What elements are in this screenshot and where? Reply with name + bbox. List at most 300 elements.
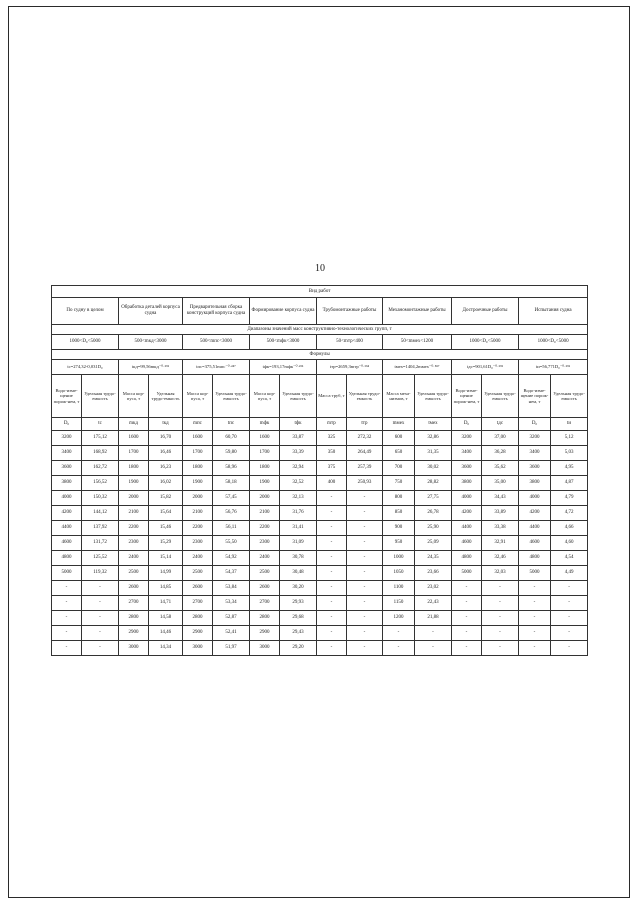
formula-cell: tдс=901,61D₀⁻⁰·³⁹³: [452, 360, 519, 375]
table-cell: -: [52, 641, 82, 656]
table-cell: 4800: [519, 551, 551, 566]
table-cell: 950: [383, 536, 415, 551]
table-cell: 272,32: [347, 431, 383, 446]
table-cell: 2000: [183, 491, 213, 506]
table-cell: -: [52, 626, 82, 641]
column-symbol: mкд: [119, 418, 149, 431]
column-title: Масса кор-пуса, т: [119, 375, 149, 418]
column-symbol: tи: [551, 418, 588, 431]
table-cell: 4,95: [551, 461, 588, 476]
table-cell: -: [82, 611, 119, 626]
table-cell: 1700: [183, 446, 213, 461]
category-header: Испытания судна: [519, 298, 588, 325]
table-cell: 30,02: [415, 461, 452, 476]
table-cell: 162,72: [82, 461, 119, 476]
table-cell: -: [551, 596, 588, 611]
range-cell: 500<mфк<3000: [250, 335, 317, 350]
table-cell: 2700: [183, 596, 213, 611]
table-cell: 56,11: [213, 521, 250, 536]
column-symbol: tтр: [347, 418, 383, 431]
table-cell: 30,20: [280, 581, 317, 596]
table-cell: 3000: [119, 641, 149, 656]
table-cell: 36,28: [482, 446, 519, 461]
table-row: [52, 551, 588, 566]
table-row: [52, 536, 588, 551]
table-cell: 375: [317, 461, 347, 476]
header-row-band-ranges: [52, 325, 588, 335]
column-symbol: mмех: [383, 418, 415, 431]
table-cell: 3800: [452, 476, 482, 491]
column-symbol: tдс: [482, 418, 519, 431]
table-cell: -: [452, 626, 482, 641]
table-cell: 58,18: [213, 476, 250, 491]
table-cell: 2500: [119, 566, 149, 581]
table-cell: -: [317, 626, 347, 641]
table-cell: 4,72: [551, 506, 588, 521]
table-cell: -: [551, 611, 588, 626]
table-cell: 14,34: [149, 641, 183, 656]
table-cell: 125,52: [82, 551, 119, 566]
table-cell: 58,96: [213, 461, 250, 476]
table-cell: 16,23: [149, 461, 183, 476]
table-cell: 1800: [250, 461, 280, 476]
table-cell: 2200: [119, 521, 149, 536]
table-cell: 1600: [183, 431, 213, 446]
table-cell: 3800: [519, 476, 551, 491]
table-cell: 144,12: [82, 506, 119, 521]
table-row: [52, 581, 588, 596]
table-row: [52, 491, 588, 506]
table-cell: 53,84: [213, 581, 250, 596]
table-cell: 1200: [383, 611, 415, 626]
table-cell: 31,41: [280, 521, 317, 536]
table-cell: 600: [383, 431, 415, 446]
table-cell: 1100: [383, 581, 415, 596]
column-title: Удельная трудо-емкость: [213, 375, 250, 418]
table-cell: 26,78: [415, 506, 452, 521]
range-cell: 500<mкд<3000: [119, 335, 183, 350]
band-formulas-label: Формулы: [52, 350, 588, 360]
table-cell: 2800: [250, 611, 280, 626]
table-cell: -: [551, 626, 588, 641]
table-cell: 257,39: [347, 461, 383, 476]
table-cell: 350: [317, 446, 347, 461]
header-row-band-formulas: [52, 350, 588, 360]
range-cell: 1000<D₀<5000: [519, 335, 588, 350]
table-cell: -: [415, 641, 452, 656]
table-cell: 35,00: [482, 476, 519, 491]
table-cell: 25,90: [415, 521, 452, 536]
table-cell: 4200: [52, 506, 82, 521]
table-cell: 1600: [119, 431, 149, 446]
table-cell: 31,76: [280, 506, 317, 521]
table-cell: 57,45: [213, 491, 250, 506]
column-symbol: tмех: [415, 418, 452, 431]
table-cell: -: [347, 566, 383, 581]
table-cell: 5000: [519, 566, 551, 581]
column-title: Масса кор-пуса, т: [183, 375, 213, 418]
column-symbol: D₀: [52, 418, 82, 431]
table-cell: -: [551, 641, 588, 656]
table-cell: 32,03: [482, 566, 519, 581]
table-cell: -: [317, 566, 347, 581]
table-row: [52, 521, 588, 536]
table-cell: 2900: [250, 626, 280, 641]
table-cell: 4,60: [551, 536, 588, 551]
table-cell: 15,64: [149, 506, 183, 521]
category-header: Предварительная сборка конструкций корпуса судна: [183, 298, 250, 325]
column-title: Удельная трудо-емкость: [482, 375, 519, 418]
table-cell: 2400: [119, 551, 149, 566]
table-row: [52, 611, 588, 626]
table-cell: -: [519, 596, 551, 611]
table-cell: -: [347, 506, 383, 521]
table-cell: 3200: [452, 431, 482, 446]
category-header: Достроечные работы: [452, 298, 519, 325]
table-cell: 32,94: [280, 461, 317, 476]
header-row-symbols: [52, 418, 588, 431]
table-cell: 4800: [52, 551, 82, 566]
range-cell: 1000<D₀<5000: [452, 335, 519, 350]
header-row-column-titles: [52, 375, 588, 418]
table-row: [52, 626, 588, 641]
table-cell: -: [519, 641, 551, 656]
table-cell: -: [82, 596, 119, 611]
table-cell: 14,46: [149, 626, 183, 641]
column-symbol: D₀: [519, 418, 551, 431]
table-cell: -: [482, 596, 519, 611]
table-cell: 131,72: [82, 536, 119, 551]
table-cell: 25,09: [415, 536, 452, 551]
category-header: По судну в целом: [52, 298, 119, 325]
column-symbol: mтр: [317, 418, 347, 431]
table-cell: 29,68: [280, 611, 317, 626]
table-cell: 1800: [119, 461, 149, 476]
table-cell: 137,92: [82, 521, 119, 536]
table-cell: 5,12: [551, 431, 588, 446]
table-cell: -: [317, 551, 347, 566]
table-cell: 15,29: [149, 536, 183, 551]
table-row: [52, 446, 588, 461]
table-cell: 1900: [183, 476, 213, 491]
formula-cell: tи=56,771D₀⁻⁰·²⁹⁶: [519, 360, 588, 375]
table-cell: -: [317, 581, 347, 596]
table-cell: 2800: [119, 611, 149, 626]
table-cell: 30,48: [280, 566, 317, 581]
column-symbol: tс: [82, 418, 119, 431]
formula-cell: tс=274,32-0,031D₀: [52, 360, 119, 375]
column-title: Масса меха-низмов, т: [383, 375, 415, 418]
table-cell: 1700: [250, 446, 280, 461]
table-cell: 14,99: [149, 566, 183, 581]
table-cell: -: [452, 581, 482, 596]
table-cell: 22,43: [415, 596, 452, 611]
table-cell: 4600: [52, 536, 82, 551]
table-cell: 4,54: [551, 551, 588, 566]
table-cell: 16,02: [149, 476, 183, 491]
table-cell: -: [317, 521, 347, 536]
table-cell: 4,49: [551, 566, 588, 581]
table-cell: 30,78: [280, 551, 317, 566]
table-cell: 53,34: [213, 596, 250, 611]
table-row: [52, 461, 588, 476]
table-cell: 800: [383, 491, 415, 506]
table-cell: 33,89: [482, 506, 519, 521]
table-cell: 5000: [452, 566, 482, 581]
table-cell: -: [519, 626, 551, 641]
table-cell: 900: [383, 521, 415, 536]
table-cell: 33,39: [280, 446, 317, 461]
column-symbol: mфк: [250, 418, 280, 431]
table-cell: 850: [383, 506, 415, 521]
table-cell: 1900: [250, 476, 280, 491]
table-cell: 4400: [452, 521, 482, 536]
table-cell: -: [383, 641, 415, 656]
table-cell: 750: [383, 476, 415, 491]
table-cell: 5000: [52, 566, 82, 581]
table-cell: 5,03: [551, 446, 588, 461]
table-cell: -: [347, 611, 383, 626]
column-title: Удельная трудо-емкость: [82, 375, 119, 418]
table-cell: -: [317, 506, 347, 521]
table-cell: 14,71: [149, 596, 183, 611]
table-cell: 4000: [52, 491, 82, 506]
table-cell: -: [82, 626, 119, 641]
table-cell: 14,58: [149, 611, 183, 626]
table-cell: -: [317, 611, 347, 626]
table-cell: 2200: [250, 521, 280, 536]
labor-intensity-table: [51, 285, 588, 656]
table-cell: 650: [383, 446, 415, 461]
table-cell: 2500: [183, 566, 213, 581]
table-cell: 2200: [183, 521, 213, 536]
table-cell: 2800: [183, 611, 213, 626]
category-header: Трубомонтажные работы: [317, 298, 383, 325]
table-cell: 1700: [119, 446, 149, 461]
table-cell: 3200: [519, 431, 551, 446]
table-cell: 2100: [183, 506, 213, 521]
table-cell: 31,35: [415, 446, 452, 461]
table-cell: 33,38: [482, 521, 519, 536]
table-cell: 2700: [119, 596, 149, 611]
table-cell: -: [383, 626, 415, 641]
table-cell: 2900: [119, 626, 149, 641]
table-cell: 3200: [52, 431, 82, 446]
formula-cell: tтр=2659,3mтр⁻⁰·³⁹⁴: [317, 360, 383, 375]
column-title: Удельная трудо-емкость: [415, 375, 452, 418]
table-cell: 32,13: [280, 491, 317, 506]
column-title: Масса труб, т: [317, 375, 347, 418]
table-cell: 27,75: [415, 491, 452, 506]
table-cell: 2100: [250, 506, 280, 521]
table-cell: -: [482, 581, 519, 596]
table-cell: 37,00: [482, 431, 519, 446]
table-cell: -: [347, 521, 383, 536]
table-cell: 1050: [383, 566, 415, 581]
table-cell: 3600: [452, 461, 482, 476]
table-cell: 2900: [183, 626, 213, 641]
table-cell: 2600: [119, 581, 149, 596]
table-cell: 32,91: [482, 536, 519, 551]
table-cell: 175,12: [82, 431, 119, 446]
table-cell: 3800: [52, 476, 82, 491]
table-cell: 1800: [183, 461, 213, 476]
table-cell: 700: [383, 461, 415, 476]
range-cell: 50<mмех<1200: [383, 335, 452, 350]
table-cell: 4400: [52, 521, 82, 536]
table-cell: 2000: [119, 491, 149, 506]
table-cell: 156,52: [82, 476, 119, 491]
table-cell: 2600: [250, 581, 280, 596]
table-cell: -: [482, 626, 519, 641]
table-cell: 150,32: [82, 491, 119, 506]
table-cell: 54,37: [213, 566, 250, 581]
table-cell: 2100: [119, 506, 149, 521]
table-cell: -: [519, 611, 551, 626]
table-cell: -: [317, 596, 347, 611]
table-cell: 35,62: [482, 461, 519, 476]
table-row: [52, 506, 588, 521]
column-title: Масса кор-пуса, т: [250, 375, 280, 418]
table-cell: -: [347, 641, 383, 656]
table-cell: 3600: [519, 461, 551, 476]
table-cell: -: [519, 581, 551, 596]
formula-cell: tфк=193,17mфк⁻⁰·²³⁶: [250, 360, 317, 375]
table-cell: 3000: [183, 641, 213, 656]
table-cell: 29,43: [280, 626, 317, 641]
header-row-formulas: [52, 360, 588, 375]
table-cell: 264,49: [347, 446, 383, 461]
table-cell: 32,52: [280, 476, 317, 491]
table-cell: 3000: [250, 641, 280, 656]
table-cell: -: [82, 641, 119, 656]
table-cell: 24,35: [415, 551, 452, 566]
table-cell: -: [347, 491, 383, 506]
table-cell: 32,86: [415, 431, 452, 446]
table-cell: 3600: [52, 461, 82, 476]
table-cell: -: [317, 641, 347, 656]
table-cell: -: [452, 596, 482, 611]
table-cell: 2400: [183, 551, 213, 566]
table-cell: 4,66: [551, 521, 588, 536]
formula-cell: tкд=99,56mкд⁻⁰·²⁹²: [119, 360, 183, 375]
column-symbol: tфк: [280, 418, 317, 431]
table-cell: 119,32: [82, 566, 119, 581]
column-symbol: tпс: [213, 418, 250, 431]
table-cell: 55,50: [213, 536, 250, 551]
table-cell: 1150: [383, 596, 415, 611]
table-cell: -: [415, 626, 452, 641]
header-work-type: Вид работ: [52, 286, 588, 298]
table-cell: 4600: [452, 536, 482, 551]
table-row: [52, 566, 588, 581]
header-row-categories: [52, 298, 588, 325]
range-cell: 500<mпс<3000: [183, 335, 250, 350]
category-header: Обработка деталей корпуса судна: [119, 298, 183, 325]
range-cell: 50<mтр<400: [317, 335, 383, 350]
table-cell: 1000: [383, 551, 415, 566]
column-title: Удельная трудо-емкость: [280, 375, 317, 418]
table-cell: 23,66: [415, 566, 452, 581]
table-row: [52, 641, 588, 656]
table-cell: 4400: [519, 521, 551, 536]
table-cell: -: [347, 551, 383, 566]
table-cell: 29,20: [280, 641, 317, 656]
table-cell: -: [347, 596, 383, 611]
table-cell: 4200: [519, 506, 551, 521]
table-cell: 28,82: [415, 476, 452, 491]
header-row-work-type: [52, 286, 588, 298]
table-row: [52, 476, 588, 491]
table-cell: 2700: [250, 596, 280, 611]
table-cell: 15,82: [149, 491, 183, 506]
table-cell: 2600: [183, 581, 213, 596]
table-cell: 2000: [250, 491, 280, 506]
table-cell: -: [452, 611, 482, 626]
table-cell: 15,14: [149, 551, 183, 566]
table-cell: 4,79: [551, 491, 588, 506]
table-cell: 16,46: [149, 446, 183, 461]
table-cell: -: [347, 626, 383, 641]
table-cell: 1600: [250, 431, 280, 446]
table-cell: -: [482, 641, 519, 656]
table-cell: 4,87: [551, 476, 588, 491]
table-cell: 16,70: [149, 431, 183, 446]
table-cell: 14,85: [149, 581, 183, 596]
table-cell: 56,76: [213, 506, 250, 521]
table-cell: -: [317, 491, 347, 506]
table-cell: 15,46: [149, 521, 183, 536]
table-cell: 325: [317, 431, 347, 446]
range-cell: 1000<D₀<5000: [52, 335, 119, 350]
table-cell: 168,92: [82, 446, 119, 461]
table-cell: -: [551, 581, 588, 596]
table-cell: 32,46: [482, 551, 519, 566]
band-ranges-label: Диапазоны значений масс конструктивно-технологических групп, т: [52, 325, 588, 335]
column-symbol: D₀: [452, 418, 482, 431]
table-cell: -: [452, 641, 482, 656]
table-cell: 4200: [452, 506, 482, 521]
table-cell: 2300: [119, 536, 149, 551]
column-title: Водо-изме-щение порож-нем, т: [519, 375, 551, 418]
table-cell: 3400: [52, 446, 82, 461]
column-symbol: mпс: [183, 418, 213, 431]
table-cell: 4000: [452, 491, 482, 506]
table-cell: 2300: [250, 536, 280, 551]
table-cell: 2300: [183, 536, 213, 551]
table-cell: -: [317, 536, 347, 551]
table-cell: 23,02: [415, 581, 452, 596]
table-cell: -: [482, 611, 519, 626]
category-header: Формирование корпуса судна: [250, 298, 317, 325]
table-cell: 4000: [519, 491, 551, 506]
table-cell: 33,87: [280, 431, 317, 446]
table-row: [52, 596, 588, 611]
formula-cell: tпс=375,51mпс⁻⁰·²⁴⁷: [183, 360, 250, 375]
table-cell: 31,09: [280, 536, 317, 551]
table-cell: 2400: [250, 551, 280, 566]
table-cell: 59,80: [213, 446, 250, 461]
table-cell: 21,88: [415, 611, 452, 626]
table-cell: 2500: [250, 566, 280, 581]
table-cell: 52,41: [213, 626, 250, 641]
column-title: Водо-изме-щение порож-нем, т: [452, 375, 482, 418]
table-cell: 52,87: [213, 611, 250, 626]
table-cell: -: [52, 581, 82, 596]
column-title: Удельная трудо-емкость: [149, 375, 183, 418]
table-cell: 4600: [519, 536, 551, 551]
table-cell: 34,43: [482, 491, 519, 506]
